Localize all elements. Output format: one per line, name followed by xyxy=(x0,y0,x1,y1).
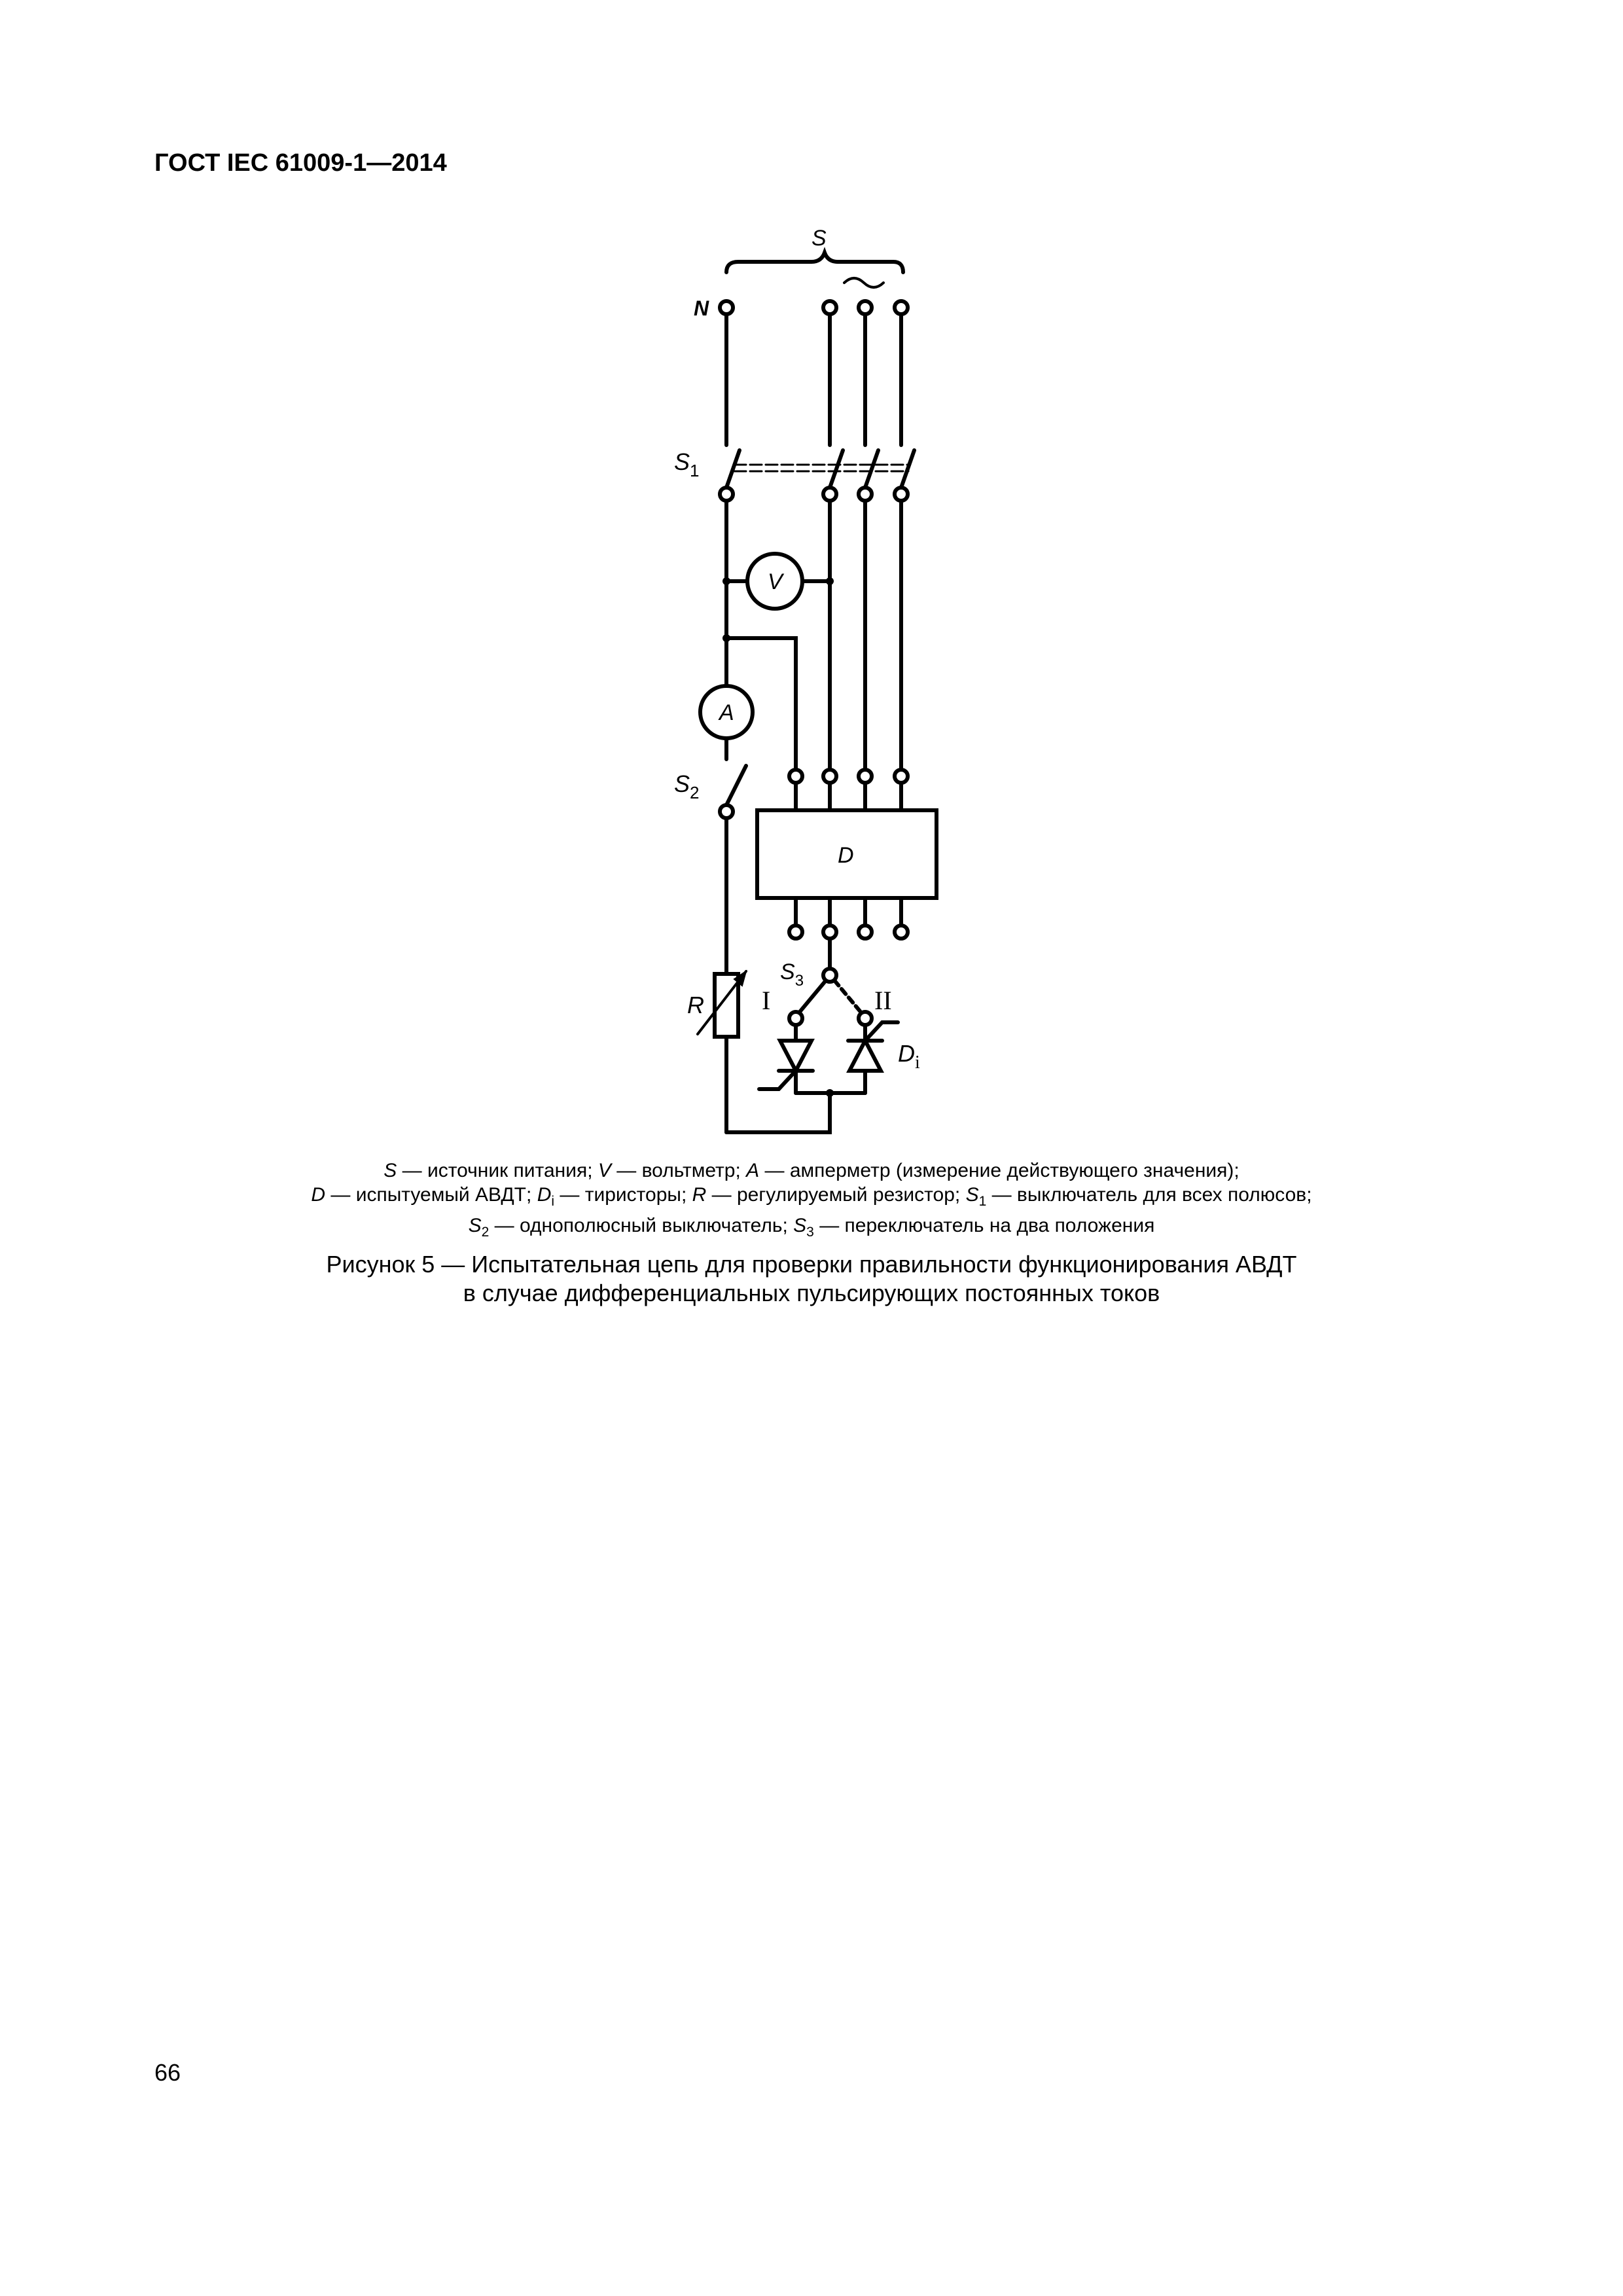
resistor-label: R xyxy=(687,992,704,1018)
d-output-n xyxy=(789,925,802,939)
legend-line-1: S — источник питания; V — вольтметр; A — амперметр (измерение действующего значения); xyxy=(383,1160,1240,1181)
voltmeter-label: V xyxy=(768,569,783,594)
s2-label: $S_2$ xyxy=(674,770,700,802)
position-1-label: I xyxy=(762,986,771,1015)
s3-label: $S_3$ xyxy=(780,960,804,990)
page-number: 66 xyxy=(154,2059,181,2086)
s2-blade xyxy=(726,766,746,805)
caption-line-2: в случае дифференциальных пульсирующих постоянных токов xyxy=(463,1280,1160,1306)
thyristor-label: $D_i$ xyxy=(898,1040,920,1073)
source-brace xyxy=(726,253,903,272)
thyristor-1-body xyxy=(780,1041,812,1071)
thyristor-1-gate xyxy=(759,1071,796,1089)
legend-line-3: $S_2$ — однополюсный выключатель; $S_3$ — переключатель на два положения xyxy=(468,1215,1155,1240)
s1-blade-n xyxy=(726,450,740,488)
device-label: D xyxy=(838,843,854,868)
s1-label: $S_1$ xyxy=(674,448,700,480)
ammeter-label: A xyxy=(719,700,734,725)
legend-line-2: D — испытуемый АВДТ; $D_i$ — тиристоры; R — регулируемый резистор; $S_1$ — выключатель для всех полюсов; xyxy=(311,1184,1312,1209)
s1-blade-l3 xyxy=(901,450,914,488)
s1-blade-l1 xyxy=(830,450,843,488)
document-header: ГОСТ IEC 61009-1—2014 xyxy=(154,149,447,177)
ac-symbol xyxy=(844,278,883,287)
neutral-label: N xyxy=(694,296,709,320)
source-label: S xyxy=(812,226,827,251)
voltmeter-junction-left xyxy=(722,577,730,585)
s1-blade-l2 xyxy=(865,450,878,488)
d-output-l2 xyxy=(859,925,872,939)
s3-blade-position-2 xyxy=(834,980,861,1012)
thyristor-junction xyxy=(826,1089,834,1097)
d-output-l3 xyxy=(895,925,908,939)
figure-caption xyxy=(131,1250,1492,1308)
caption-line-1: Рисунок 5 — Испытательная цепь для проверки правильности функционирования АВДТ xyxy=(326,1251,1297,1278)
position-2-label: II xyxy=(874,986,892,1015)
thyristor-2-body xyxy=(849,1041,881,1071)
figure-legend xyxy=(131,1158,1492,1244)
